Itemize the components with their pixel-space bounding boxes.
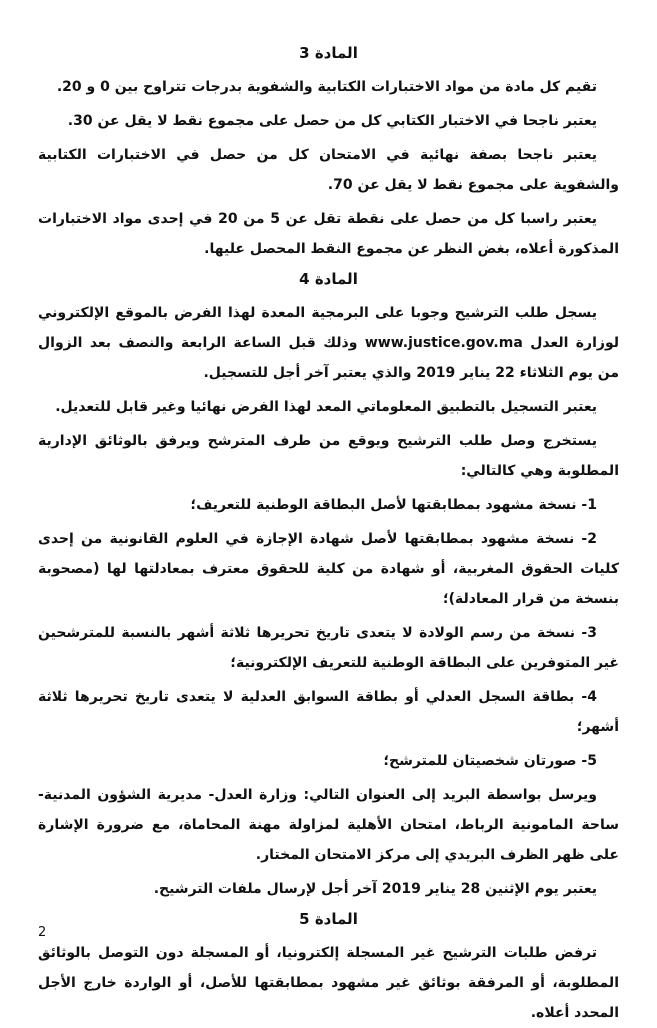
list-item: 2- نسخة مشهود بمطابقتها لأصل شهادة الإجازة في العلوم القانونية من إحدى كليات الحقوق المغربية، أو شهادة من كلية للحقوق معترف بمعادلتها لها (مصحوبة بنسخة من قرار المعادلة)؛ <box>38 531 619 607</box>
article-3-paragraph-4: يعتبر راسبا كل من حصل على نقطة تقل عن 5 من 20 في إحدى مواد الاختبارات المذكورة أعلاه، بغض النظر عن مجموع النقط المحصل عليها. <box>38 211 619 257</box>
list-item: 1- نسخة مشهود بمطابقتها لأصل البطاقة الوطنية للتعريف؛ <box>190 497 597 513</box>
article-3-title: المادة 3 <box>299 44 358 62</box>
article-3 <box>38 44 619 264</box>
article-3-paragraph-2: يعتبر ناجحا في الاختبار الكتابي كل من حصل على مجموع نقط لا يقل عن 30. <box>67 113 597 129</box>
list-item: 4- بطاقة السجل العدلي أو بطاقة السوابق العدلية لا يتعدى تاريخ تحريرها ثلاثة أشهر؛ <box>38 689 619 735</box>
article-5 <box>38 910 619 1028</box>
justice-website-url: www.justice.gov.ma <box>364 335 523 351</box>
page-number: 2 <box>38 925 47 940</box>
article-5-title: المادة 5 <box>299 910 358 928</box>
article-4-paragraph-1-end: وذلك قبل الساعة الرابعة والنصف بعد الزوال من يوم الثلاثاء 22 يناير 2019 والذي يعتبر آخر أجل للتسجيل. <box>38 335 619 381</box>
article-4-paragraph-1-start: يسجل طلب الترشيح وجوبا على البرمجية المعدة لهذا الفرض بالموقع الإلكتروني لوزارة العدل <box>38 305 620 351</box>
list-item: 5- صورتان شخصيتان للمترشح؛ <box>383 753 597 769</box>
article-4-paragraph-4: ويرسل بواسطة البريد إلى العنوان التالي: وزارة العدل- مديرية الشؤون المدنية- ساحة المامونية الرباط، امتحان الأهلية لمزاولة مهنة المحاماة، مع ضرورة الإشارة على ظهر الظرف البريدي إلى مركز الامتحان المختار. <box>38 787 619 863</box>
article-4-paragraph-5: يعتبر يوم الإثنين 28 يناير 2019 آخر أجل لإرسال ملفات الترشيح. <box>153 881 597 897</box>
required-documents-list <box>38 490 619 776</box>
list-item: 3- نسخة من رسم الولادة لا يتعدى تاريخ تحريرها ثلاثة أشهر بالنسبة للمترشحين غير المتوفرين على البطاقة الوطنية للتعريف الإلكترونية؛ <box>38 625 619 671</box>
article-4-paragraph-2: يعتبر التسجيل بالتطبيق المعلوماتي المعد لهذا الفرض نهائيا وغير قابل للتعديل. <box>55 399 597 415</box>
article-3-paragraph-3: يعتبر ناجحا بصفة نهائية في الامتحان كل من حصل في الاختبارات الكتابية والشفوية على مجموع نقط لا يقل عن 70. <box>38 147 619 193</box>
article-4-paragraph-1 <box>38 298 619 388</box>
article-5-paragraph-1: ترفض طلبات الترشيح غير المسجلة إلكترونيا، أو المسجلة دون التوصل بالوثائق المطلوبة، أو المرفقة بوثائق غير مشهود بمطابقتها للأصل، أو الواردة خارج الأجل المحدد أعلاه. <box>38 945 619 1021</box>
article-3-paragraph-1: تقيم كل مادة من مواد الاختبارات الكتابية والشفوية بدرجات تتراوح بين 0 و 20. <box>56 79 597 95</box>
article-4-paragraph-3: يستخرج وصل طلب الترشيح ويوقع من طرف المترشح ويرفق بالوثائق الإدارية المطلوبة وهي كالتالي: <box>38 433 619 479</box>
article-4 <box>38 270 619 904</box>
article-4-title: المادة 4 <box>299 270 358 288</box>
